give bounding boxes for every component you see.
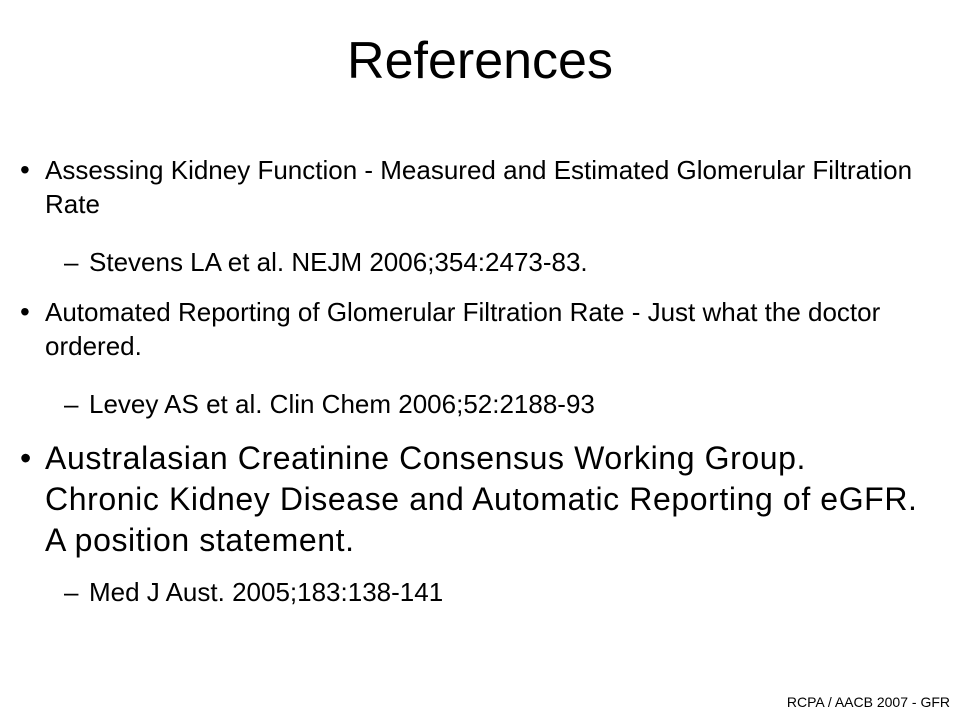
bullet-icon: • xyxy=(20,154,30,185)
citation-text: Med J Aust. 2005;183:138-141 xyxy=(89,577,444,607)
dash-icon: – xyxy=(64,389,79,419)
bullet-icon: • xyxy=(20,296,30,327)
citation-text: Levey AS et al. Clin Chem 2006;52:2188-93 xyxy=(89,389,595,419)
reference-title: Australasian Creatinine Consensus Working Group. Chronic Kidney Disease and Automatic Reporting of eGFR. A position statement. xyxy=(45,440,918,558)
reference-title: Assessing Kidney Function - Measured and Estimated Glomerular Filtration Rate xyxy=(45,155,913,219)
bullet-icon: • xyxy=(20,440,32,476)
dash-icon: – xyxy=(64,577,79,607)
dash-icon: – xyxy=(64,247,79,277)
citation-text: Stevens LA et al. NEJM 2006;354:2473-83. xyxy=(89,247,588,277)
slide-title: References xyxy=(347,32,613,90)
reference-title: Automated Reporting of Glomerular Filtration Rate - Just what the doctor ordered. xyxy=(45,297,881,361)
slide-footer: RCPA / AACB 2007 - GFR xyxy=(786,694,950,710)
